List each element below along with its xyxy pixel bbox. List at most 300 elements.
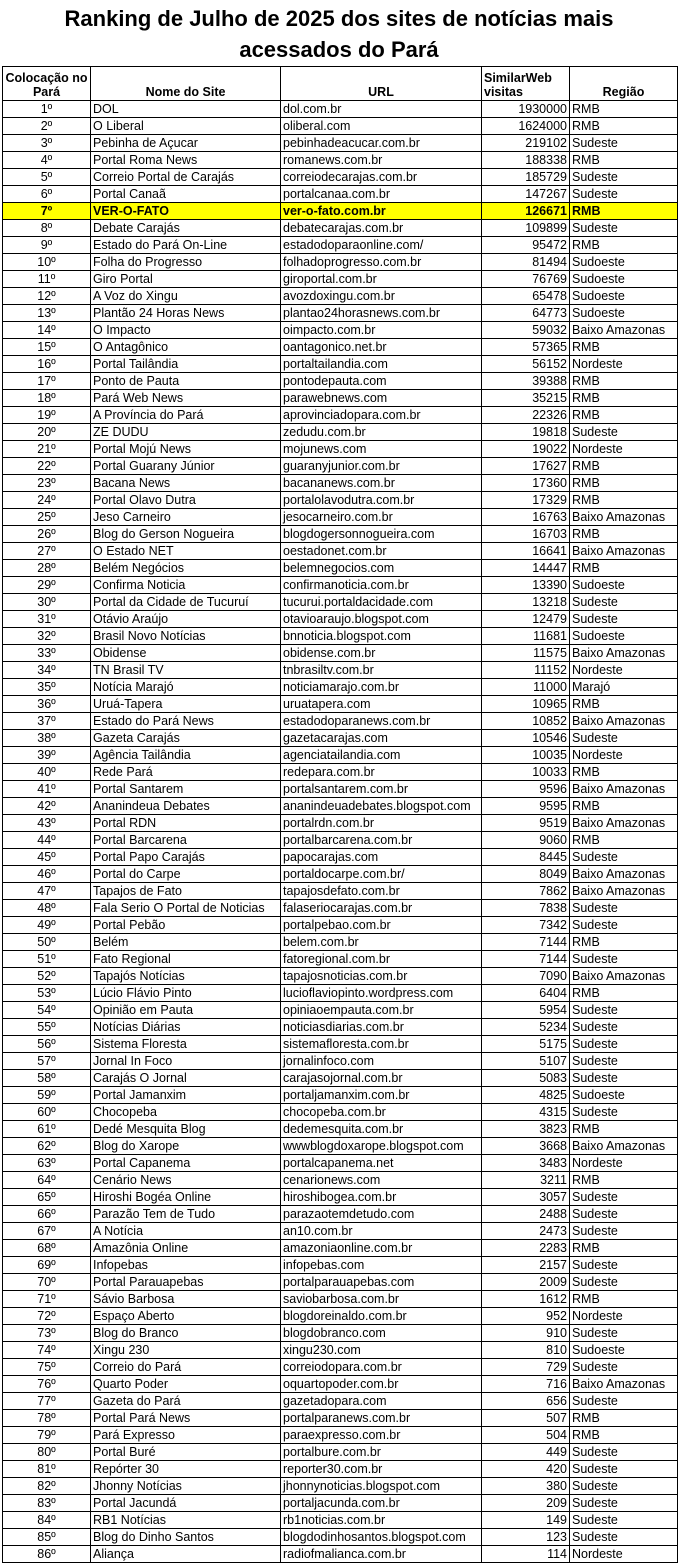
url-cell: portalcapanema.net — [281, 1155, 482, 1172]
region-cell: Baixo Amazonas — [570, 1376, 678, 1393]
url-cell: correiodopara.com.br — [281, 1359, 482, 1376]
url-cell: pebinhadeacucar.com.br — [281, 135, 482, 152]
rank-cell: 74º — [3, 1342, 91, 1359]
table-row — [3, 1070, 678, 1087]
table-row — [3, 1138, 678, 1155]
rank-cell: 18º — [3, 390, 91, 407]
table-row — [3, 373, 678, 390]
visits-cell: 39388 — [482, 373, 570, 390]
region-cell: Sudoeste — [570, 288, 678, 305]
region-cell: Sudeste — [570, 135, 678, 152]
table-row — [3, 1495, 678, 1512]
site-name-cell: Aliança — [91, 1546, 281, 1563]
visits-cell: 10852 — [482, 713, 570, 730]
url-cell: avozdoxingu.com.br — [281, 288, 482, 305]
rank-cell: 57º — [3, 1053, 91, 1070]
url-cell: obidense.com.br — [281, 645, 482, 662]
rank-cell: 62º — [3, 1138, 91, 1155]
url-cell: agenciatailandia.com — [281, 747, 482, 764]
url-cell: bacananews.com.br — [281, 475, 482, 492]
url-cell: dedemesquita.com.br — [281, 1121, 482, 1138]
url-cell: sistemafloresta.com.br — [281, 1036, 482, 1053]
table-row — [3, 900, 678, 917]
region-cell: Baixo Amazonas — [570, 781, 678, 798]
site-name-cell: Jornal In Foco — [91, 1053, 281, 1070]
url-cell: tapajosdefato.com.br — [281, 883, 482, 900]
table-row — [3, 849, 678, 866]
region-cell: Sudeste — [570, 917, 678, 934]
visits-cell: 17360 — [482, 475, 570, 492]
region-cell: Sudeste — [570, 1104, 678, 1121]
site-name-cell: Jeso Carneiro — [91, 509, 281, 526]
table-row — [3, 1478, 678, 1495]
visits-cell: 3668 — [482, 1138, 570, 1155]
site-name-cell: Giro Portal — [91, 271, 281, 288]
url-cell: portalparanews.com.br — [281, 1410, 482, 1427]
table-row — [3, 1512, 678, 1529]
region-cell: RMB — [570, 203, 678, 220]
site-name-cell: Ponto de Pauta — [91, 373, 281, 390]
rank-cell: 50º — [3, 934, 91, 951]
region-cell: RMB — [570, 798, 678, 815]
visits-cell: 10546 — [482, 730, 570, 747]
rank-cell: 20º — [3, 424, 91, 441]
visits-cell: 2488 — [482, 1206, 570, 1223]
rank-cell: 2º — [3, 118, 91, 135]
url-cell: portalcanaa.com.br — [281, 186, 482, 203]
site-name-cell: Notícia Marajó — [91, 679, 281, 696]
url-cell: tnbrasiltv.com.br — [281, 662, 482, 679]
visits-cell: 7342 — [482, 917, 570, 934]
rank-cell: 86º — [3, 1546, 91, 1563]
visits-cell: 952 — [482, 1308, 570, 1325]
url-cell: portalsantarem.com.br — [281, 781, 482, 798]
visits-cell: 57365 — [482, 339, 570, 356]
url-cell: gazetadopara.com — [281, 1393, 482, 1410]
visits-cell: 188338 — [482, 152, 570, 169]
rank-cell: 78º — [3, 1410, 91, 1427]
table-row — [3, 611, 678, 628]
site-name-cell: Pará Web News — [91, 390, 281, 407]
site-name-cell: Sistema Floresta — [91, 1036, 281, 1053]
visits-cell: 5234 — [482, 1019, 570, 1036]
visits-cell: 4315 — [482, 1104, 570, 1121]
site-name-cell: Portal RDN — [91, 815, 281, 832]
table-row — [3, 305, 678, 322]
region-cell: Sudoeste — [570, 577, 678, 594]
region-cell: Sudeste — [570, 186, 678, 203]
rank-cell: 22º — [3, 458, 91, 475]
region-cell: Sudeste — [570, 1002, 678, 1019]
region-cell: RMB — [570, 390, 678, 407]
url-cell: paraexpresso.com.br — [281, 1427, 482, 1444]
site-name-cell: Portal Guarany Júnior — [91, 458, 281, 475]
visits-cell: 13218 — [482, 594, 570, 611]
site-name-cell: Pará Expresso — [91, 1427, 281, 1444]
table-row — [3, 951, 678, 968]
rank-cell: 71º — [3, 1291, 91, 1308]
table-row — [3, 492, 678, 509]
rank-cell: 70º — [3, 1274, 91, 1291]
rank-cell: 5º — [3, 169, 91, 186]
table-row — [3, 322, 678, 339]
site-name-cell: Carajás O Jornal — [91, 1070, 281, 1087]
rank-cell: 35º — [3, 679, 91, 696]
visits-cell: 10033 — [482, 764, 570, 781]
rank-cell: 24º — [3, 492, 91, 509]
rank-cell: 7º — [3, 203, 91, 220]
region-cell: Sudeste — [570, 1325, 678, 1342]
url-cell: debatecarajas.com.br — [281, 220, 482, 237]
table-row — [3, 1546, 678, 1563]
region-cell: Nordeste — [570, 1308, 678, 1325]
page-title — [0, 0, 678, 66]
visits-cell: 209 — [482, 1495, 570, 1512]
url-cell: fatoregional.com.br — [281, 951, 482, 968]
site-name-cell: Rede Pará — [91, 764, 281, 781]
site-name-cell: O Liberal — [91, 118, 281, 135]
site-name-cell: Agência Tailândia — [91, 747, 281, 764]
header-name: Nome do Site — [91, 67, 281, 101]
visits-cell: 126671 — [482, 203, 570, 220]
region-cell: Sudeste — [570, 1223, 678, 1240]
url-cell: an10.com.br — [281, 1223, 482, 1240]
url-cell: jornalinfoco.com — [281, 1053, 482, 1070]
site-name-cell: Lúcio Flávio Pinto — [91, 985, 281, 1002]
region-cell: RMB — [570, 152, 678, 169]
visits-cell: 9596 — [482, 781, 570, 798]
url-cell: radiofmalianca.com.br — [281, 1546, 482, 1563]
region-cell: Sudeste — [570, 169, 678, 186]
site-name-cell: Portal Jamanxim — [91, 1087, 281, 1104]
visits-cell: 14447 — [482, 560, 570, 577]
rank-cell: 83º — [3, 1495, 91, 1512]
site-name-cell: Portal Parauapebas — [91, 1274, 281, 1291]
url-cell: pontodepauta.com — [281, 373, 482, 390]
table-row — [3, 866, 678, 883]
region-cell: RMB — [570, 1291, 678, 1308]
site-name-cell: Portal Pebão — [91, 917, 281, 934]
rank-cell: 77º — [3, 1393, 91, 1410]
visits-cell: 95472 — [482, 237, 570, 254]
visits-cell: 11575 — [482, 645, 570, 662]
region-cell: Sudeste — [570, 1444, 678, 1461]
rank-cell: 33º — [3, 645, 91, 662]
site-name-cell: Portal Olavo Dutra — [91, 492, 281, 509]
table-row — [3, 1359, 678, 1376]
region-cell: RMB — [570, 339, 678, 356]
region-cell: RMB — [570, 101, 678, 118]
table-row — [3, 764, 678, 781]
region-cell: Nordeste — [570, 747, 678, 764]
site-name-cell: Portal Papo Carajás — [91, 849, 281, 866]
table-row — [3, 458, 678, 475]
site-name-cell: Uruá-Tapera — [91, 696, 281, 713]
visits-cell: 219102 — [482, 135, 570, 152]
site-name-cell: Portal Pará News — [91, 1410, 281, 1427]
visits-cell: 19818 — [482, 424, 570, 441]
rank-cell: 59º — [3, 1087, 91, 1104]
site-name-cell: A Notícia — [91, 1223, 281, 1240]
rank-cell: 58º — [3, 1070, 91, 1087]
visits-cell: 35215 — [482, 390, 570, 407]
region-cell: RMB — [570, 560, 678, 577]
rank-cell: 41º — [3, 781, 91, 798]
rank-cell: 26º — [3, 526, 91, 543]
site-name-cell: Belém Negócios — [91, 560, 281, 577]
site-name-cell: Gazeta do Pará — [91, 1393, 281, 1410]
site-name-cell: Portal do Carpe — [91, 866, 281, 883]
rank-cell: 68º — [3, 1240, 91, 1257]
region-cell: Baixo Amazonas — [570, 866, 678, 883]
rank-cell: 65º — [3, 1189, 91, 1206]
url-cell: correiodecarajas.com.br — [281, 169, 482, 186]
table-row — [3, 135, 678, 152]
visits-cell: 149 — [482, 1512, 570, 1529]
region-cell: Baixo Amazonas — [570, 645, 678, 662]
visits-cell: 109899 — [482, 220, 570, 237]
region-cell: Nordeste — [570, 1546, 678, 1563]
site-name-cell: Espaço Aberto — [91, 1308, 281, 1325]
visits-cell: 4825 — [482, 1087, 570, 1104]
visits-cell: 10035 — [482, 747, 570, 764]
table-row — [3, 1223, 678, 1240]
table-row — [3, 1002, 678, 1019]
region-cell: RMB — [570, 1410, 678, 1427]
url-cell: portalbure.com.br — [281, 1444, 482, 1461]
url-cell: oquartopoder.com.br — [281, 1376, 482, 1393]
table-row — [3, 832, 678, 849]
region-cell: Nordeste — [570, 356, 678, 373]
url-cell: cenarionews.com — [281, 1172, 482, 1189]
site-name-cell: Dedé Mesquita Blog — [91, 1121, 281, 1138]
header-url: URL — [281, 67, 482, 101]
url-cell: oimpacto.com.br — [281, 322, 482, 339]
table-row — [3, 1410, 678, 1427]
region-cell: RMB — [570, 764, 678, 781]
visits-cell: 2157 — [482, 1257, 570, 1274]
url-cell: bnnoticia.blogspot.com — [281, 628, 482, 645]
table-row — [3, 339, 678, 356]
rank-cell: 31º — [3, 611, 91, 628]
rank-cell: 13º — [3, 305, 91, 322]
table-row — [3, 917, 678, 934]
region-cell: Nordeste — [570, 441, 678, 458]
rank-cell: 25º — [3, 509, 91, 526]
visits-cell: 12479 — [482, 611, 570, 628]
rank-cell: 81º — [3, 1461, 91, 1478]
url-cell: confirmanoticia.com.br — [281, 577, 482, 594]
region-cell: Sudeste — [570, 849, 678, 866]
region-cell: RMB — [570, 475, 678, 492]
site-name-cell: Hiroshi Bogéa Online — [91, 1189, 281, 1206]
region-cell: RMB — [570, 237, 678, 254]
region-cell: Baixo Amazonas — [570, 968, 678, 985]
rank-cell: 32º — [3, 628, 91, 645]
region-cell: Baixo Amazonas — [570, 322, 678, 339]
rank-cell: 67º — [3, 1223, 91, 1240]
rank-cell: 75º — [3, 1359, 91, 1376]
visits-cell: 2283 — [482, 1240, 570, 1257]
header-visits-label: SimilarWeb visitas — [484, 71, 552, 99]
url-cell: ver-o-fato.com.br — [281, 203, 482, 220]
site-name-cell: Brasil Novo Notícias — [91, 628, 281, 645]
rank-cell: 63º — [3, 1155, 91, 1172]
url-cell: falaseriocarajas.com.br — [281, 900, 482, 917]
rank-cell: 19º — [3, 407, 91, 424]
site-name-cell: TN Brasil TV — [91, 662, 281, 679]
region-cell: Sudeste — [570, 900, 678, 917]
site-name-cell: Repórter 30 — [91, 1461, 281, 1478]
site-name-cell: A Província do Pará — [91, 407, 281, 424]
visits-cell: 449 — [482, 1444, 570, 1461]
site-name-cell: Tapajós Notícias — [91, 968, 281, 985]
region-cell: Sudeste — [570, 1461, 678, 1478]
region-cell: RMB — [570, 407, 678, 424]
region-cell: Sudeste — [570, 730, 678, 747]
table-row — [3, 1189, 678, 1206]
site-name-cell: Quarto Poder — [91, 1376, 281, 1393]
table-row — [3, 152, 678, 169]
table-row — [3, 424, 678, 441]
region-cell: Sudoeste — [570, 271, 678, 288]
region-cell: Sudeste — [570, 1036, 678, 1053]
rank-cell: 82º — [3, 1478, 91, 1495]
table-row — [3, 101, 678, 118]
url-cell: blogdoreinaldo.com.br — [281, 1308, 482, 1325]
site-name-cell: Correio do Pará — [91, 1359, 281, 1376]
visits-cell: 504 — [482, 1427, 570, 1444]
site-name-cell: Sávio Barbosa — [91, 1291, 281, 1308]
site-name-cell: Parazão Tem de Tudo — [91, 1206, 281, 1223]
region-cell: Sudeste — [570, 594, 678, 611]
site-name-cell: Estado do Pará News — [91, 713, 281, 730]
table-row — [3, 628, 678, 645]
site-name-cell: Blog do Dinho Santos — [91, 1529, 281, 1546]
url-cell: portaljacunda.com.br — [281, 1495, 482, 1512]
region-cell: Sudeste — [570, 1070, 678, 1087]
region-cell: Baixo Amazonas — [570, 509, 678, 526]
site-name-cell: Portal da Cidade de Tucuruí — [91, 594, 281, 611]
table-row — [3, 1461, 678, 1478]
visits-cell: 147267 — [482, 186, 570, 203]
table-row — [3, 390, 678, 407]
visits-cell: 2473 — [482, 1223, 570, 1240]
visits-cell: 10965 — [482, 696, 570, 713]
site-name-cell: Confirma Noticia — [91, 577, 281, 594]
table-row — [3, 1376, 678, 1393]
site-name-cell: Portal Mojú News — [91, 441, 281, 458]
visits-cell: 16641 — [482, 543, 570, 560]
region-cell: RMB — [570, 118, 678, 135]
table-header-row — [3, 67, 678, 101]
visits-cell: 16703 — [482, 526, 570, 543]
visits-cell: 1624000 — [482, 118, 570, 135]
table-row — [3, 356, 678, 373]
visits-cell: 16763 — [482, 509, 570, 526]
table-row — [3, 1444, 678, 1461]
site-name-cell: A Voz do Xingu — [91, 288, 281, 305]
url-cell: portalolavodutra.com.br — [281, 492, 482, 509]
url-cell: blogdodinhosantos.blogspot.com — [281, 1529, 482, 1546]
site-name-cell: Portal Tailândia — [91, 356, 281, 373]
table-row — [3, 254, 678, 271]
table-row — [3, 1291, 678, 1308]
url-cell: infopebas.com — [281, 1257, 482, 1274]
table-row — [3, 543, 678, 560]
visits-cell: 380 — [482, 1478, 570, 1495]
rank-cell: 15º — [3, 339, 91, 356]
site-name-cell: Portal Santarem — [91, 781, 281, 798]
region-cell: Sudeste — [570, 1019, 678, 1036]
url-cell: zedudu.com.br — [281, 424, 482, 441]
visits-cell: 59032 — [482, 322, 570, 339]
visits-cell: 6404 — [482, 985, 570, 1002]
visits-cell: 56152 — [482, 356, 570, 373]
visits-cell: 7144 — [482, 951, 570, 968]
url-cell: xingu230.com — [281, 1342, 482, 1359]
rank-cell: 76º — [3, 1376, 91, 1393]
visits-cell: 420 — [482, 1461, 570, 1478]
table-row — [3, 679, 678, 696]
region-cell: Baixo Amazonas — [570, 1138, 678, 1155]
region-cell: RMB — [570, 832, 678, 849]
visits-cell: 9060 — [482, 832, 570, 849]
url-cell: portalparauapebas.com — [281, 1274, 482, 1291]
header-position-label: Colocação no Pará — [5, 71, 88, 99]
site-name-cell: Opinião em Pauta — [91, 1002, 281, 1019]
site-name-cell: DOL — [91, 101, 281, 118]
table-row — [3, 594, 678, 611]
url-cell: amazoniaonline.com.br — [281, 1240, 482, 1257]
url-cell: parazaotemdetudo.com — [281, 1206, 482, 1223]
site-name-cell: Ananindeua Debates — [91, 798, 281, 815]
table-row — [3, 1155, 678, 1172]
table-row — [3, 798, 678, 815]
region-cell: Sudoeste — [570, 1087, 678, 1104]
site-name-cell: Pebinha de Açucar — [91, 135, 281, 152]
region-cell: RMB — [570, 934, 678, 951]
region-cell: Sudeste — [570, 424, 678, 441]
table-row — [3, 815, 678, 832]
visits-cell: 5175 — [482, 1036, 570, 1053]
table-row — [3, 203, 678, 220]
region-cell: RMB — [570, 1427, 678, 1444]
visits-cell: 910 — [482, 1325, 570, 1342]
table-row — [3, 1053, 678, 1070]
table-body — [3, 101, 678, 1563]
rank-cell: 54º — [3, 1002, 91, 1019]
site-name-cell: Bacana News — [91, 475, 281, 492]
table-row — [3, 1036, 678, 1053]
table-row — [3, 730, 678, 747]
site-name-cell: Portal Buré — [91, 1444, 281, 1461]
site-name-cell: Fato Regional — [91, 951, 281, 968]
visits-cell: 9595 — [482, 798, 570, 815]
visits-cell: 17329 — [482, 492, 570, 509]
url-cell: hiroshibogea.com.br — [281, 1189, 482, 1206]
visits-cell: 1612 — [482, 1291, 570, 1308]
visits-cell: 11000 — [482, 679, 570, 696]
title-line-1: Ranking de Julho de 2025 dos sites de notícias mais — [64, 6, 614, 31]
rank-cell: 84º — [3, 1512, 91, 1529]
url-cell: gazetacarajas.com — [281, 730, 482, 747]
region-cell: Sudeste — [570, 1512, 678, 1529]
rank-cell: 60º — [3, 1104, 91, 1121]
url-cell: portalrdn.com.br — [281, 815, 482, 832]
visits-cell: 64773 — [482, 305, 570, 322]
rank-cell: 52º — [3, 968, 91, 985]
